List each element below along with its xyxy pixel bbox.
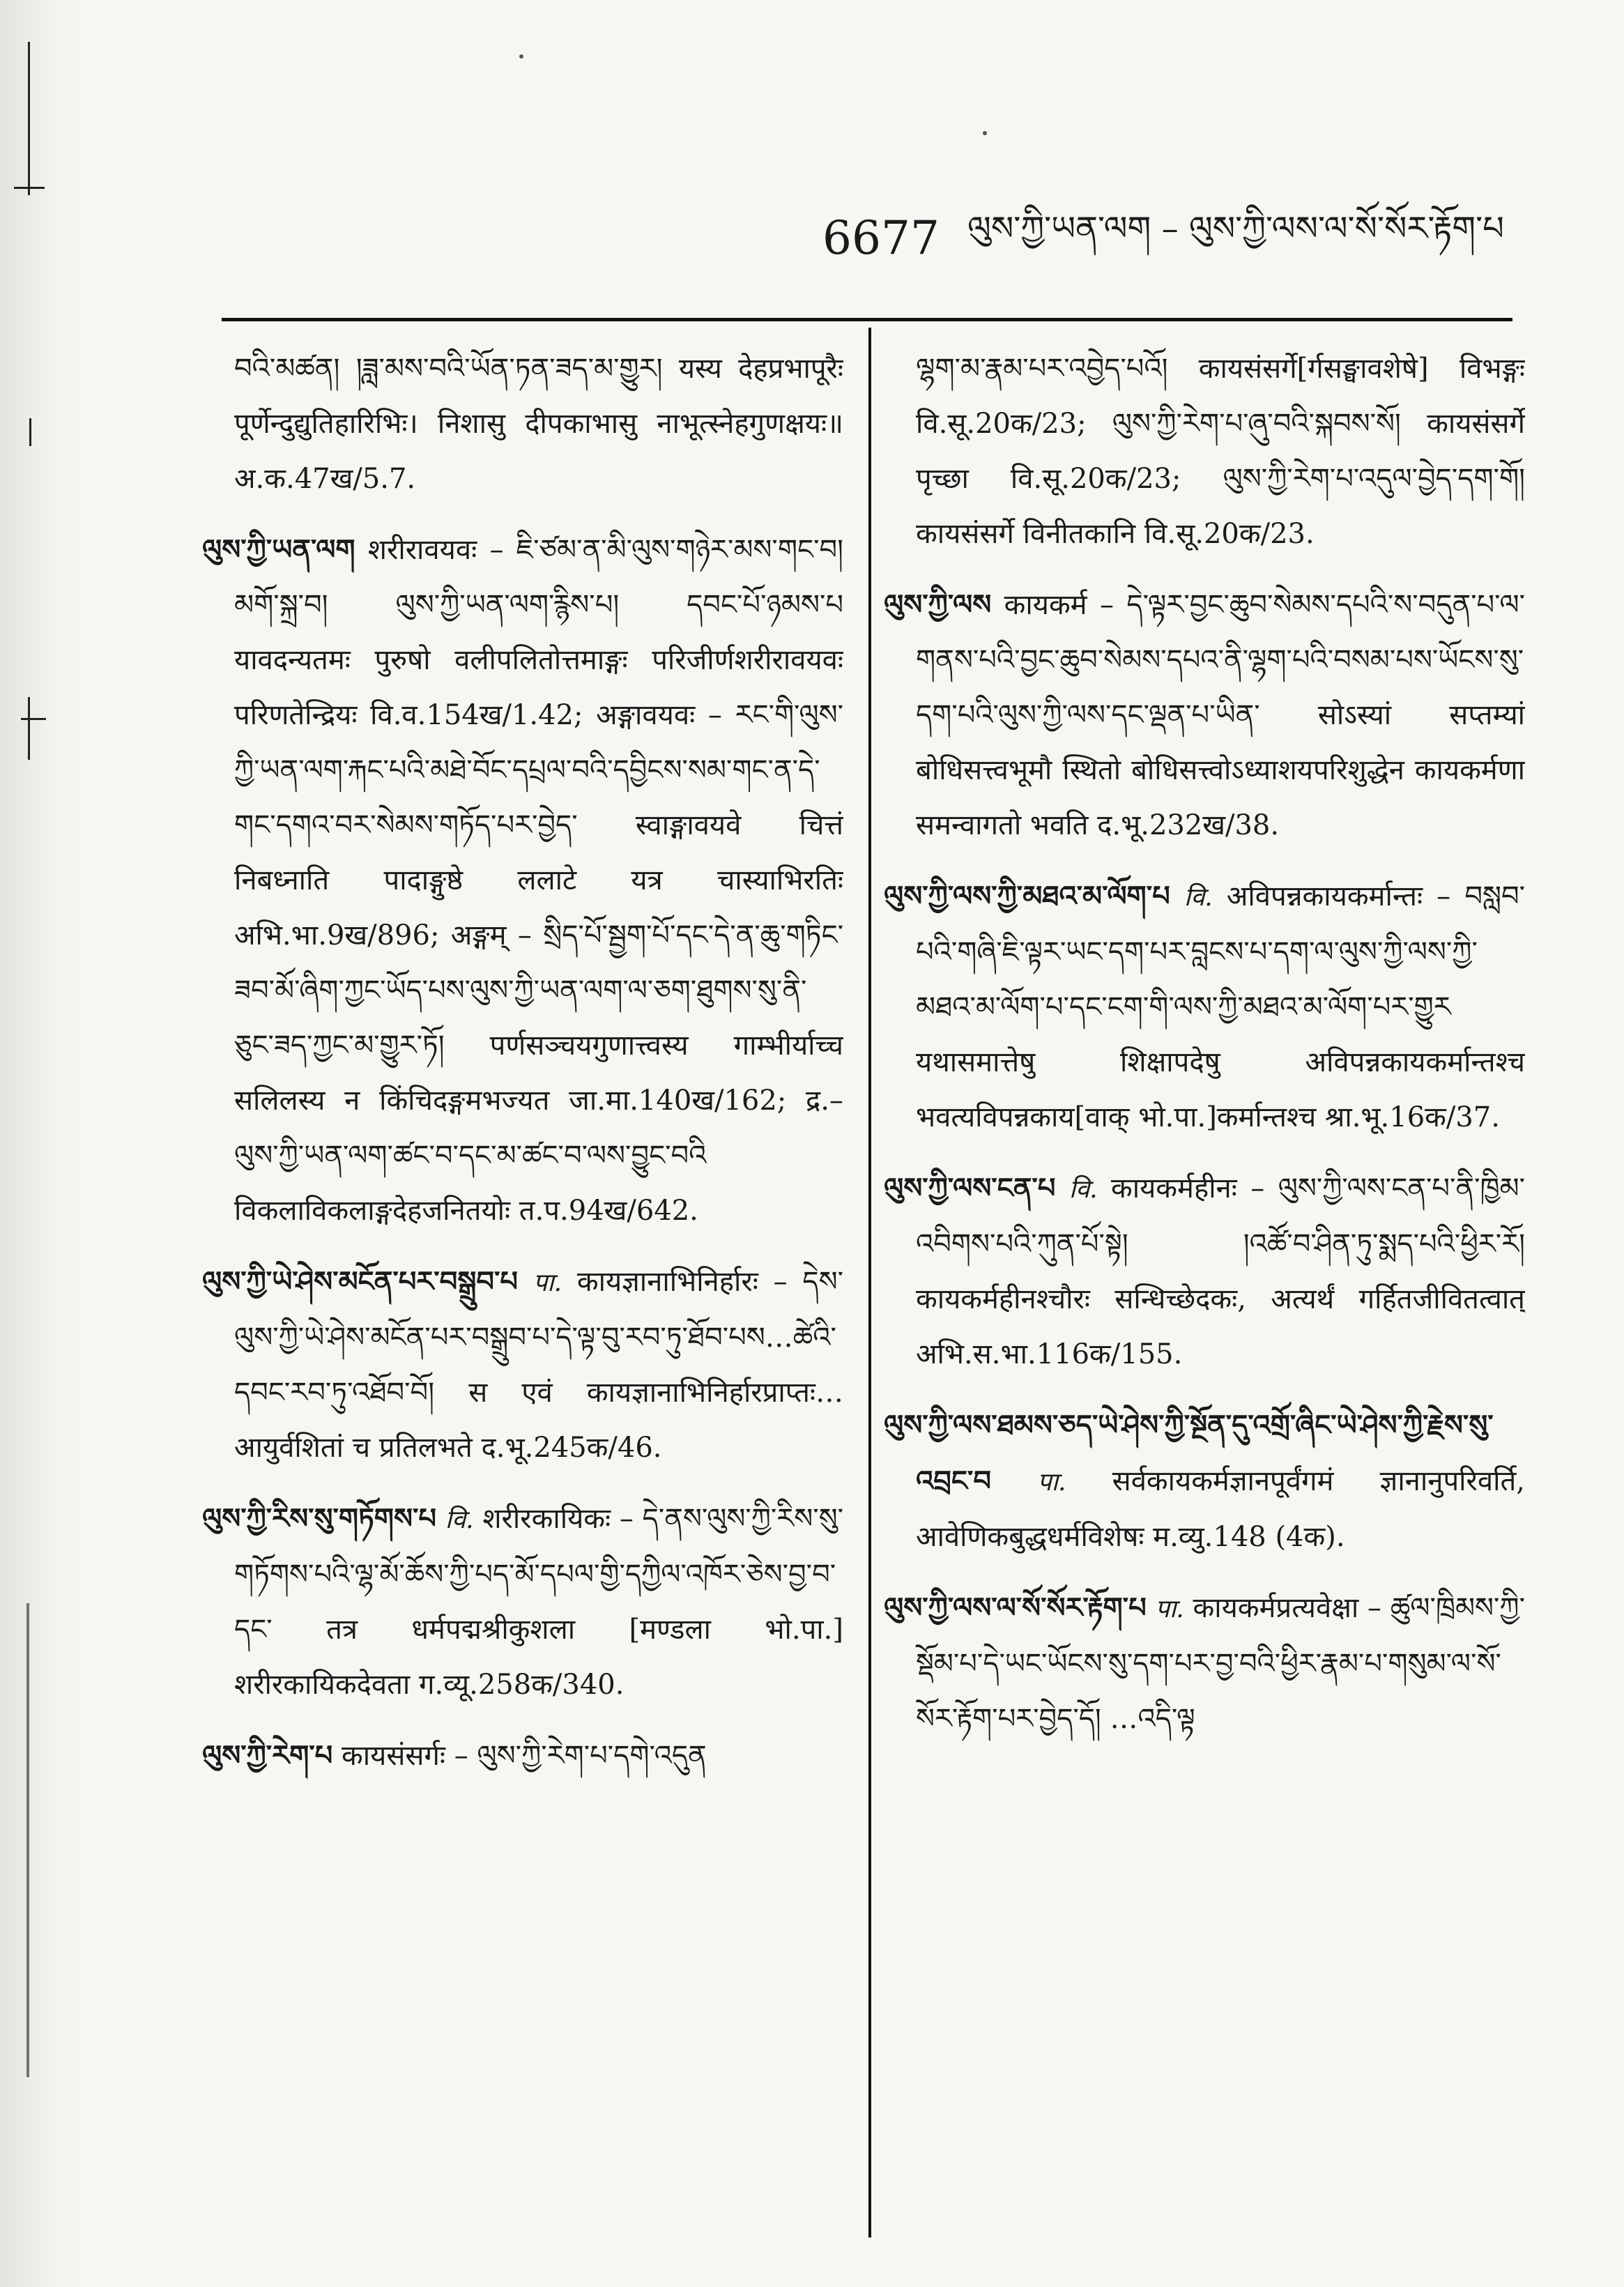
header-title: ལུས་ཀྱི་ཡན་ལག – ལུས་ཀྱི་ལས་ལ་སོ་སོར་རྟོག་པ <box>967 208 1504 248</box>
entry-text: कायकर्महीनः – ལུས་ཀྱི་ལས་ངན་པ་ནི་ཁྱིམ་འབིགས་པའི་ཀུན་པོ་སྟེ། །འཚོ་བ་ཤིན་ཏུ་སྨད་པའི་ཕྱིར་རོ། कायकर्महीनश्चौरः सन्धिच्छेदकः, अत्यर्थं गर्हितजीवितत्वात् अभि.स.भा.116क/155. <box>916 1172 1525 1370</box>
entry-text: अविपन्नकायकर्मान्तः – བསླབ་པའི་གཞི་ཇི་ལྟར་ཡང་དག་པར་བླངས་པ་དག་ལ་ལུས་ཀྱི་ལས་ཀྱི་མཐའ་མ་ལོག་པ་དང་ངག་གི་ལས་ཀྱི་མཐའ་མ་ལོག་པར་གྱུར यथासमात्तेषु शिक्षापदेषु अविपन्नकायकर्मान्तश्च भवत्यविपन्नकाय[वाक् भो.पा.]कर्मान्तश्च श्रा.भू.16क/37. <box>916 880 1525 1133</box>
entry-headword: ལུས་ཀྱི་ལས <box>884 588 992 621</box>
entry-grammar-tag: वि. <box>445 1506 474 1534</box>
entry-text: कायकर्मप्रत्यवेक्षा – ཚུལ་ཁྲིམས་ཀྱི་སྡོམ་པ་དེ་ཡང་ཡོངས་སུ་དག་པར་བྱ་བའི་ཕྱིར་རྣམ་པ་གསུམ་ལ་སོ་སོར་རྟོག་པར་བྱེད་དོ། …འདི་ལྟ <box>916 1592 1525 1735</box>
entry-grammar-tag: पा. <box>1037 1468 1066 1497</box>
entry-headword: ལུས་ཀྱི་རེག་པ <box>202 1739 333 1772</box>
dictionary-entry <box>202 1728 843 1784</box>
dictionary-entry <box>202 522 843 1239</box>
entry-grammar-tag: वि. <box>1068 1175 1098 1204</box>
entry-headword: ལུས་ཀྱི་ཡན་ལག <box>202 533 355 566</box>
dictionary-entry <box>884 1161 1525 1382</box>
spine-mark <box>26 1603 29 2077</box>
dictionary-entry <box>884 869 1525 1145</box>
entry-grammar-tag: पा. <box>1155 1595 1184 1623</box>
spine-mark <box>21 718 46 720</box>
entry-headword: ལུས་ཀྱི་ལས་ངན་པ <box>884 1172 1056 1204</box>
entry-text: कायज्ञानाभिनिर्हारः – དེས་ལུས་ཀྱི་ཡེ་ཤེས་མངོན་པར་བསྒྲུབ་པ་དེ་ལྟ་བུ་རབ་ཏུ་ཐོབ་པས…ཚེའི་དབང་རབ་ཏུ་འཐོབ་བོ། स एवं कायज्ञानाभिनिर्हारप्राप्तः…आयुर्वशितां च प्रतिलभते द.भू.245क/46. <box>234 1266 843 1464</box>
entry-text: शरीरकायिकः – དེ་ནས་ལུས་ཀྱི་རིས་སུ་གཏོགས་པའི་ལྷ་མོ་ཆོས་ཀྱི་པད་མོ་དཔལ་གྱི་དཀྱིལ་འཁོར་ཅེས་བྱ་བ་དང་ तत्र धर्मपद्मश्रीकुशला [मण्डला भो.पा.] शरीरकायिकदेवता ग.व्यू.258क/340. <box>234 1503 843 1701</box>
column-divider <box>868 328 871 2238</box>
header-rule <box>222 318 1512 321</box>
running-header <box>822 206 1519 269</box>
entry-headword: ལུས་ཀྱི་ལས་ཐམས་ཅད་ཡེ་ཤེས་ཀྱི་སྔོན་དུ་འགྲོ་ཞིང་ཡེ་ཤེས་ཀྱི་རྗེས་སུ་འབྲང་བ <box>884 1409 1494 1497</box>
dictionary-entry <box>884 342 1525 562</box>
dictionary-entry <box>202 342 843 507</box>
dictionary-entry <box>884 577 1525 853</box>
spine-mark <box>29 418 31 446</box>
entry-grammar-tag: वि. <box>1183 883 1213 912</box>
book-spine-shadow <box>0 0 84 2287</box>
entry-text: བའི་མཚན། །ཟླ་མས་བའི་ཡོན་ཏན་ཟད་མ་གྱུར། यस्य देहप्रभापूरैः पूर्णेन्दुद्युतिहारिभिः। निशासु दीपकाभासु नाभूत्स्नेहगुणक्षयः॥ अ.क.47ख/5.7. <box>234 353 843 495</box>
spine-mark <box>28 697 30 760</box>
right-column <box>884 342 1525 2251</box>
entry-text: कायसंसर्गः – ལུས་ཀྱི་རེག་པ་དགེ་འདུན <box>342 1740 707 1772</box>
entry-headword: ལུས་ཀྱི་ལས་ཀྱི་མཐའ་མ་ལོག་པ <box>884 880 1170 912</box>
dictionary-entry <box>884 1580 1525 1747</box>
page-number: 6677 <box>822 211 940 265</box>
entry-text: ལྷག་མ་རྣམ་པར་འབྱེད་པའོ། कायसंसर्गे[र्गसङ्घावशेषे] विभङ्गः वि.सू.20क/23; ལུས་ཀྱི་རེག་པ་ཞུ་བའི་སྐབས་སོ། कायसंसर्गे पृच्छा वि.सू.20क/23; ལུས་ཀྱི་རེག་པ་འདུལ་བྱེད་དག་གོ། कायसंसर्गे विनीतकानि वि.सू.20क/23. <box>916 353 1525 550</box>
entry-text: शरीरावयवः – ཇི་ཙམ་ན་མི་ལུས་གཉེར་མས་གང་བ། མགོ་སྐྲ་བ། ལུས་ཀྱི་ཡན་ལག་རྙིས་པ། དབང་པོ་ཉམས་པ यावदन्यतमः पुरुषो वलीपलितोत्तमाङ्गः परिजीर्णशरीरावयवः परिणतेन्द्रियः वि.व.154ख/1.42; अङ्गावयवः – རང་གི་ལུས་ཀྱི་ཡན་ལག་རྐང་པའི་མཐེ་བོང་དཔྲལ་བའི་དབྱིངས་སམ་གང་ན་དེ་གང་དགའ་བར་སེམས་གཏོད་པར་བྱེད་ स्वाङ्गावयवे चित्तं निबध्नाति पादाङ्गुष्ठे ललाटे यत्र चास्याभिरतिः अभि.भा.9ख/896; अङ्गम् – སྲིད་པོ་སྦྱག་པོ་དང་དེ་ན་ཆུ་གཏིང་ཟབ་མོ་ཞིག་ཀྱང་ཡོད་པས་ལུས་ཀྱི་ཡན་ལག་ལ་ཅག་ཐུགས་སུ་ནི་ཅུང་ཟད་ཀྱང་མ་གྱུར་ཏོ། पर्णसञ्चयगुणात्त्वस्य गाम्भीर्याच्च सलिलस्य न किंचिदङ्गमभज्यत जा.मा.140ख/162; द्र.– ལུས་ཀྱི་ཡན་ལག་ཚང་བ་དང་མ་ཚང་བ་ལས་བྱུང་བའི विकलाविकलाङ्गदेहजनितयोः त.प.94ख/642. <box>234 534 843 1227</box>
dictionary-entry <box>884 1398 1525 1565</box>
entry-grammar-tag: पा. <box>533 1269 562 1297</box>
speck <box>519 54 523 59</box>
speck <box>983 131 987 135</box>
dictionary-entry <box>202 1491 843 1713</box>
entry-text: सर्वकायकर्मज्ञानपूर्वंगमं ज्ञानानुपरिवर्ति, आवेणिकबुद्धधर्मविशेषः म.व्यु.148 (4क). <box>916 1465 1525 1553</box>
entry-headword: ལུས་ཀྱི་ལས་ལ་སོ་སོར་རྟོག་པ <box>884 1591 1147 1624</box>
entry-text: कायकर्म – དེ་ལྟར་བྱང་ཆུབ་སེམས་དཔའི་ས་བདུན་པ་ལ་གནས་པའི་བྱང་ཆུབ་སེམས་དཔའ་ནི་ལྷག་པའི་བསམ་པས་ཡོངས་སུ་དག་པའི་ལུས་ཀྱི་ལས་དང་ལྡན་པ་ཡིན་ सोऽस्यां सप्तम्यां बोधिसत्त्वभूमौ स्थितो बोधिसत्त्वोऽध्याशयपरिशुद्धेन कायकर्मणा समन्वागतो भवति द.भू.232ख/38. <box>916 589 1525 841</box>
entry-headword: ལུས་ཀྱི་ཡེ་ཤེས་མངོན་པར་བསྒྲུབ་པ <box>202 1265 518 1298</box>
entry-headword: ལུས་ཀྱི་རིས་སུ་གཏོགས་པ <box>202 1502 436 1535</box>
spine-mark <box>28 42 30 195</box>
left-column <box>202 342 843 2251</box>
dictionary-entry <box>202 1254 843 1476</box>
spine-mark <box>14 187 45 189</box>
